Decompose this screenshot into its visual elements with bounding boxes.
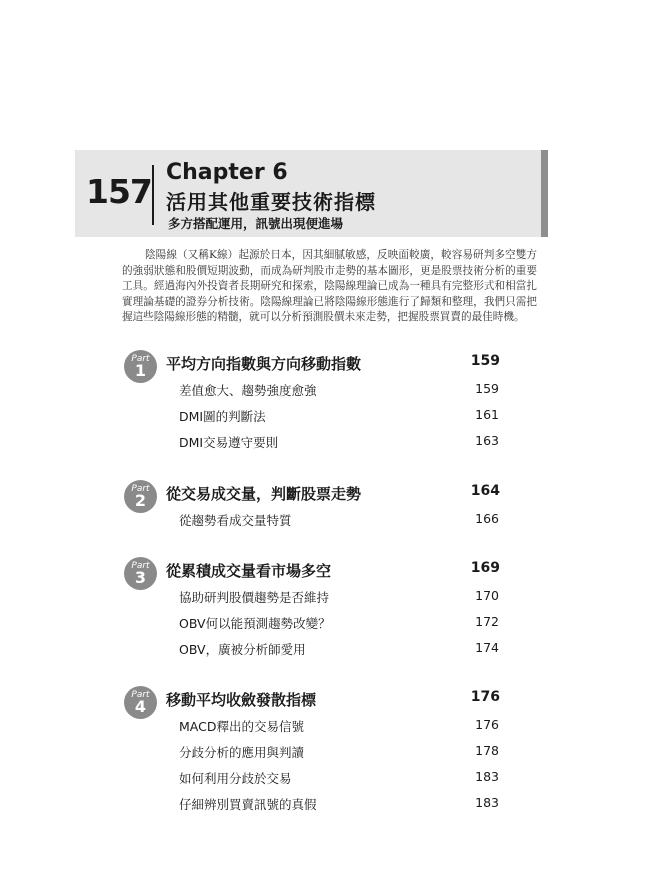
- toc-item-page: 163: [475, 433, 499, 448]
- part-title: 平均方向指數與方向移動指數: [166, 355, 362, 373]
- toc-item-title: DMI交易遵守要則: [179, 435, 279, 450]
- toc-item: [179, 614, 500, 634]
- part-badge-label: Part: [131, 354, 150, 364]
- part-title: 從交易成交量，判斷股票走勢: [166, 485, 362, 503]
- part-badge: [124, 480, 157, 513]
- part-badge-label: Part: [131, 484, 150, 494]
- chapter-subtitle: 多方搭配運用，訊號出現便進場: [168, 216, 344, 231]
- header-divider: [152, 165, 154, 225]
- toc-item-page: 174: [475, 640, 499, 655]
- toc-item-title: 差值愈大、趨勢強度愈強: [179, 383, 317, 398]
- toc-item-page: 183: [475, 769, 499, 784]
- toc-item-page: 178: [475, 743, 499, 758]
- toc-item-page: 170: [475, 588, 499, 603]
- toc-item: [179, 588, 500, 608]
- part-page-number: 164: [470, 483, 500, 499]
- part-title: 從累積成交量看市場多空: [166, 562, 332, 580]
- toc-item-title: MACD釋出的交易信號: [179, 719, 304, 734]
- part-page-number: 176: [470, 689, 500, 705]
- chapter-page-number: 157: [86, 172, 152, 211]
- part-title: 移動平均收斂發散指標: [166, 691, 317, 709]
- toc-item-page: 159: [475, 381, 499, 396]
- chapter-title: 活用其他重要技術指標: [166, 190, 376, 214]
- part-badge-number: 3: [134, 568, 147, 587]
- part-badge: [124, 686, 157, 719]
- toc-item-title: 如何利用分歧於交易: [179, 771, 292, 786]
- toc-item-title: OBV，廣被分析師愛用: [179, 642, 306, 657]
- part-badge-number: 2: [134, 491, 147, 510]
- part-page-number: 169: [470, 560, 500, 576]
- toc-item-page: 172: [475, 614, 499, 629]
- header-accent-bar: [541, 150, 548, 237]
- toc-item-title: 從趨勢看成交量特質: [179, 513, 292, 528]
- toc-item-page: 166: [475, 511, 499, 526]
- toc-item-page: 183: [475, 795, 499, 810]
- toc-item: [179, 407, 500, 427]
- part-badge-label: Part: [131, 561, 150, 571]
- part-badge-number: 1: [134, 361, 147, 380]
- toc-item: [179, 717, 500, 737]
- toc-item: [179, 381, 500, 401]
- part-badge: [124, 350, 157, 383]
- toc-item-title: 協助研判股價趨勢是否維持: [179, 590, 330, 605]
- toc-item: [179, 769, 500, 789]
- toc-item: [179, 795, 500, 815]
- toc-item-title: OBV何以能預測趨勢改變？: [179, 616, 331, 631]
- part-page-number: 159: [470, 353, 500, 369]
- part-badge-label: Part: [131, 690, 150, 700]
- toc-item-title: 分歧分析的應用與判讀: [179, 745, 305, 760]
- toc-item-page: 161: [475, 407, 499, 422]
- toc-item: [179, 511, 500, 531]
- toc-item: [179, 640, 500, 660]
- toc-item: [179, 743, 500, 763]
- toc-item-page: 176: [475, 717, 499, 732]
- toc-item-title: DMI圖的判斷法: [179, 409, 266, 424]
- part-badge: [124, 557, 157, 590]
- chapter-label: Chapter 6: [166, 160, 288, 185]
- toc-item: [179, 433, 500, 453]
- toc-item-title: 仔細辨別買賣訊號的真假: [179, 797, 317, 812]
- intro-paragraph: 陰陽線（又稱K線）起源於日本，因其細膩敏感，反映面較廣，較容易研判多空雙方的強弱狀態和股價短期波動，而成為研判股市走勢的基本圖形，更是股票技術分析的重要工具。經過海內外投資者長期研究和探索，陰陽線理論已成為一種具有完整形式和相當扎實理論基礎的證券分析技術。陰陽線理論已將陰陽線形態進行了歸類和整理，我們只需把握這些陰陽線形態的精髓，就可以分析預測股價未來走勢，把握股票買賣的最佳時機。: [122, 249, 537, 324]
- part-badge-number: 4: [134, 697, 147, 716]
